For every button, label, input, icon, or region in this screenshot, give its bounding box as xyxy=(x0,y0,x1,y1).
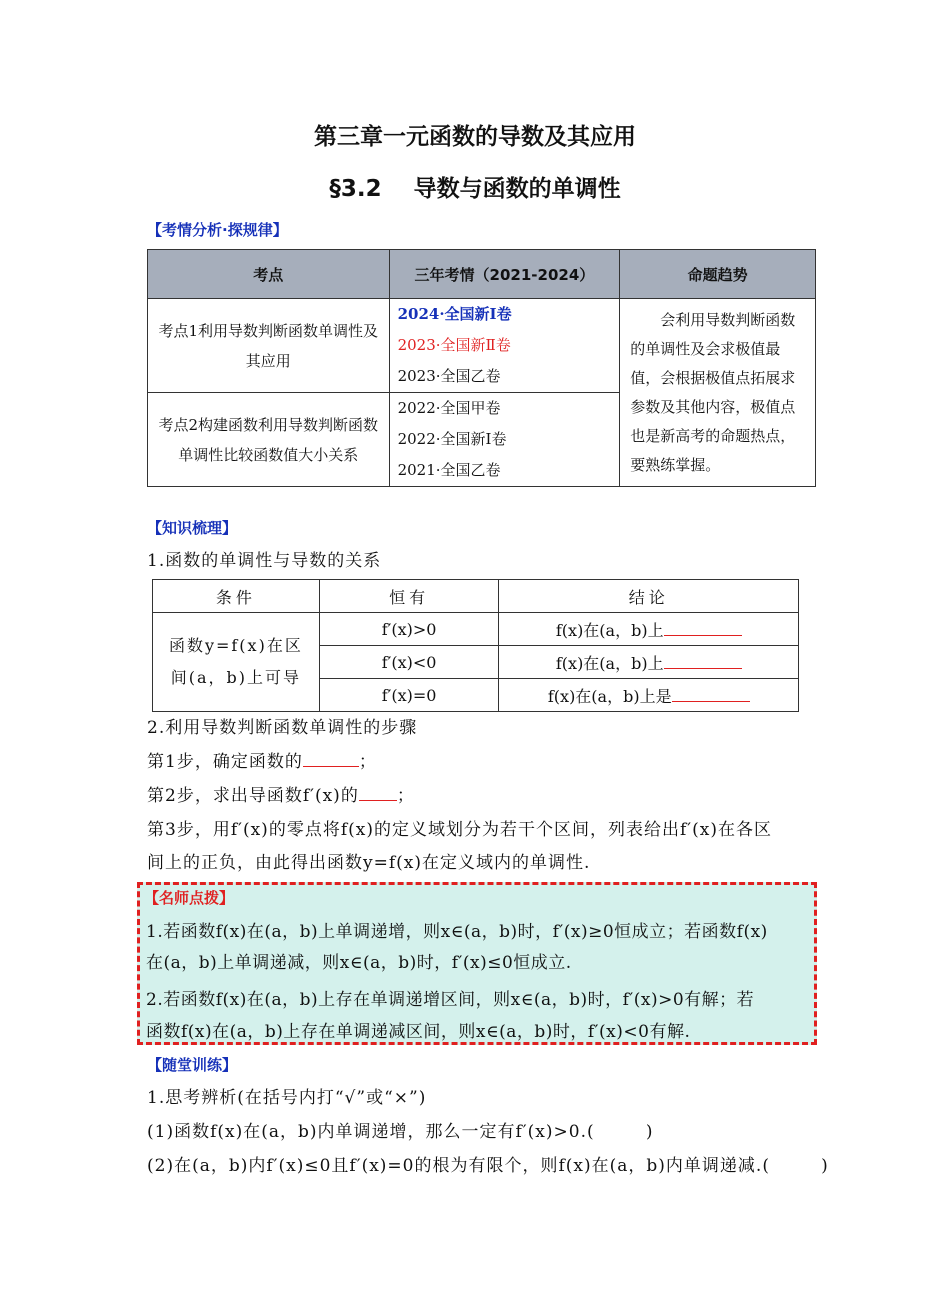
tip-line: 函数f(x)在(a，b)上存在单调递减区间，则x∈(a，b)时，f′(x)<0有解. xyxy=(146,1022,691,1042)
step-2-text: 第2步，求出导函数f′(x)的 xyxy=(147,786,359,806)
table-header-row xyxy=(153,580,799,613)
column-header: 恒有 xyxy=(319,580,499,613)
exam-point-cell: 考点1利用导数判断函数单调性及其应用 xyxy=(148,299,390,393)
answer-blank xyxy=(672,700,750,702)
conclusion-text: f(x)在(a，b)上 xyxy=(555,620,664,640)
derivative-cell: f′(x)<0 xyxy=(319,646,499,679)
practice-question-2: (2)在(a，b)内f′(x)≤0且f′(x)=0的根为有限个，则f(x)在(a，b)内单调递减.( ) xyxy=(147,1156,829,1176)
exam-entry: 2023·全国新Ⅱ卷 xyxy=(397,336,511,354)
exam-entry: 2024·全国新Ⅰ卷 xyxy=(397,305,512,323)
step-2 xyxy=(147,781,415,806)
tip-line: 2.若函数f(x)在(a，b)上存在单调递增区间，则x∈(a，b)时，f′(x)>0有解；若 xyxy=(146,990,755,1010)
answer-blank xyxy=(359,799,397,801)
table-row xyxy=(153,613,799,646)
step-1-text: 第1步，确定函数的 xyxy=(147,752,303,772)
answer-blank xyxy=(303,765,359,767)
derivative-cell: f′(x)>0 xyxy=(319,613,499,646)
step-3-line-1: 第3步，用f′(x)的零点将f(x)的定义域划分为若干个区间，列表给出f′(x)在各区 xyxy=(147,820,772,840)
knowledge-heading: 【知识梳理】 xyxy=(147,519,238,537)
answer-blank xyxy=(664,634,742,636)
practice-heading: 【随堂训练】 xyxy=(147,1056,238,1074)
exam-years-cell xyxy=(389,393,620,487)
exam-entry: 2022·全国新Ⅰ卷 xyxy=(397,430,507,448)
exam-entry: 2022·全国甲卷 xyxy=(397,399,501,417)
tip-line: 在(a，b)上单调递减，则x∈(a，b)时，f′(x)≤0恒成立. xyxy=(146,953,572,973)
chapter-title: 第三章一元函数的导数及其应用 xyxy=(314,124,636,150)
conclusion-cell xyxy=(499,613,799,646)
derivative-cell: f′(x)=0 xyxy=(319,679,499,712)
exam-analysis-table xyxy=(147,249,816,487)
column-header: 结论 xyxy=(499,580,799,613)
exam-years-cell xyxy=(389,299,620,393)
answer-blank xyxy=(664,667,742,669)
exam-entry: 2021·全国乙卷 xyxy=(397,461,501,479)
monotonicity-table xyxy=(152,579,799,712)
exam-entry: 2023·全国乙卷 xyxy=(397,367,501,385)
knowledge-item-2-title: 2.利用导数判断函数单调性的步骤 xyxy=(147,718,418,738)
conclusion-cell xyxy=(499,646,799,679)
column-header: 三年考情（2021-2024） xyxy=(389,250,620,299)
teacher-tips-box xyxy=(137,882,817,1045)
condition-cell xyxy=(153,613,320,712)
table-row xyxy=(148,299,816,393)
section-title: §3.2 导数与函数的单调性 xyxy=(329,176,621,202)
exam-point-cell: 考点2构建函数利用导数判断函数单调性比较函数值大小关系 xyxy=(148,393,390,487)
step-2-end: ； xyxy=(396,786,415,806)
condition-line: 间(a，b)上可导 xyxy=(170,668,302,687)
step-3-line-2: 间上的正负，由此得出函数y=f(x)在定义域内的单调性. xyxy=(147,853,591,873)
column-header: 考点 xyxy=(148,250,390,299)
step-1 xyxy=(147,747,377,772)
conclusion-text: f(x)在(a，b)上 xyxy=(555,653,664,673)
conclusion-text: f(x)在(a，b)上是 xyxy=(547,686,672,706)
condition-line: 函数y=f(x)在区 xyxy=(168,636,303,655)
column-header: 条件 xyxy=(153,580,320,613)
practice-question-1: (1)函数f(x)在(a，b)内单调递增，那么一定有f′(x)>0.( ) xyxy=(147,1122,654,1142)
trend-cell: 会利用导数判断函数的单调性及会求极值最值，会根据极值点拓展求参数及其他内容，极值点也是新高考的命题热点，要熟练掌握。 xyxy=(620,299,816,487)
step-1-end: ； xyxy=(358,752,377,772)
exam-analysis-heading: 【考情分析·探规律】 xyxy=(147,221,288,239)
column-header: 命题趋势 xyxy=(620,250,816,299)
tip-line: 1.若函数f(x)在(a，b)上单调递增，则x∈(a，b)时，f′(x)≥0恒成立；若函数f(x) xyxy=(146,922,768,942)
conclusion-cell xyxy=(499,679,799,712)
knowledge-item-1-title: 1.函数的单调性与导数的关系 xyxy=(147,551,382,571)
practice-question-title: 1.思考辨析(在括号内打“√”或“×”) xyxy=(147,1088,427,1108)
teacher-tips-heading: 【名师点拨】 xyxy=(144,889,235,907)
table-header-row xyxy=(148,250,816,299)
